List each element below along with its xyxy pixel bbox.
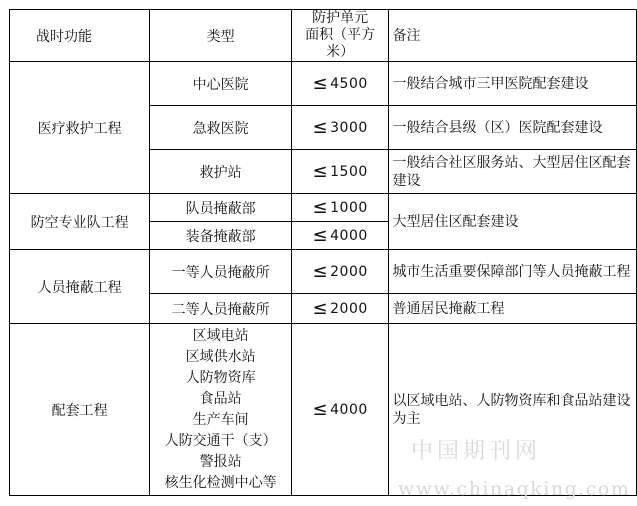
type-cell: 救护站 <box>150 150 291 194</box>
table-wrapper <box>9 9 637 496</box>
header-area-line1: 防护单元 <box>312 10 369 26</box>
area-value: 2000 <box>330 301 368 317</box>
le-symbol: ≤ <box>312 197 329 218</box>
table-row <box>10 194 637 222</box>
type-cell: 一等人员掩蔽所 <box>150 250 291 294</box>
area-cell <box>291 294 389 324</box>
type-item: 人防交通干（支） <box>164 432 277 449</box>
header-function: 战时功能 <box>10 10 150 62</box>
type-cell: 装备掩蔽部 <box>150 222 291 250</box>
type-item: 核生化检测中心等 <box>164 474 277 491</box>
type-item: 食品站 <box>199 390 242 407</box>
le-symbol: ≤ <box>312 298 329 319</box>
note-cell: 一般结合社区服务站、大型居住区配套建设 <box>389 150 637 194</box>
area-cell <box>291 324 389 496</box>
group-shelter: 人员掩蔽工程 <box>10 250 150 324</box>
area-value: 4000 <box>330 228 368 244</box>
le-symbol: ≤ <box>312 161 329 182</box>
table-row <box>10 62 637 106</box>
area-cell <box>291 222 389 250</box>
area-value: 4500 <box>330 76 368 92</box>
type-cell: 中心医院 <box>150 62 291 106</box>
type-cell: 队员掩蔽部 <box>150 194 291 222</box>
type-item: 区域电站 <box>192 327 249 344</box>
note-cell: 普通居民掩蔽工程 <box>389 294 637 324</box>
header-row <box>10 10 637 62</box>
header-note: 备注 <box>389 10 637 62</box>
type-cell: 急救医院 <box>150 106 291 150</box>
area-cell <box>291 150 389 194</box>
group-medical: 医疗救护工程 <box>10 62 150 194</box>
type-item: 生产车间 <box>192 411 249 428</box>
watermark-cn: 中国期刊网 <box>411 439 542 464</box>
header-area-line2: 面积（平方米） <box>305 27 376 60</box>
area-value: 3000 <box>330 120 368 136</box>
type-list-cell <box>150 324 291 496</box>
group-support: 配套工程 <box>10 324 150 496</box>
le-symbol: ≤ <box>312 73 329 94</box>
group-defense-team: 防空专业队工程 <box>10 194 150 250</box>
table-row <box>10 250 637 294</box>
area-cell <box>291 194 389 222</box>
area-value: 1000 <box>330 200 368 216</box>
area-value: 2000 <box>330 264 368 280</box>
type-item: 区域供水站 <box>185 348 256 365</box>
header-type: 类型 <box>150 10 291 62</box>
type-item: 警报站 <box>199 453 242 470</box>
type-cell: 二等人员掩蔽所 <box>150 294 291 324</box>
type-item: 人防物资库 <box>185 369 256 386</box>
note-cell: 一般结合县级（区）医院配套建设 <box>389 106 637 150</box>
header-area <box>291 10 389 62</box>
watermark-url: www.chinaqking.com <box>398 478 631 500</box>
civil-defense-table <box>9 9 637 496</box>
area-value: 1500 <box>330 164 368 180</box>
area-cell <box>291 106 389 150</box>
le-symbol: ≤ <box>312 261 329 282</box>
note-cell: 大型居住区配套建设 <box>389 194 637 250</box>
area-value: 4000 <box>330 402 368 418</box>
area-cell <box>291 250 389 294</box>
area-cell <box>291 62 389 106</box>
note-cell: 一般结合城市三甲医院配套建设 <box>389 62 637 106</box>
note-cell: 以区域电站、人防物资库和食品站建设为主 <box>389 324 637 496</box>
le-symbol: ≤ <box>312 225 329 246</box>
le-symbol: ≤ <box>312 117 329 138</box>
table-row <box>10 324 637 496</box>
le-symbol: ≤ <box>312 399 329 420</box>
note-cell: 城市生活重要保障部门等人员掩蔽工程 <box>389 250 637 294</box>
